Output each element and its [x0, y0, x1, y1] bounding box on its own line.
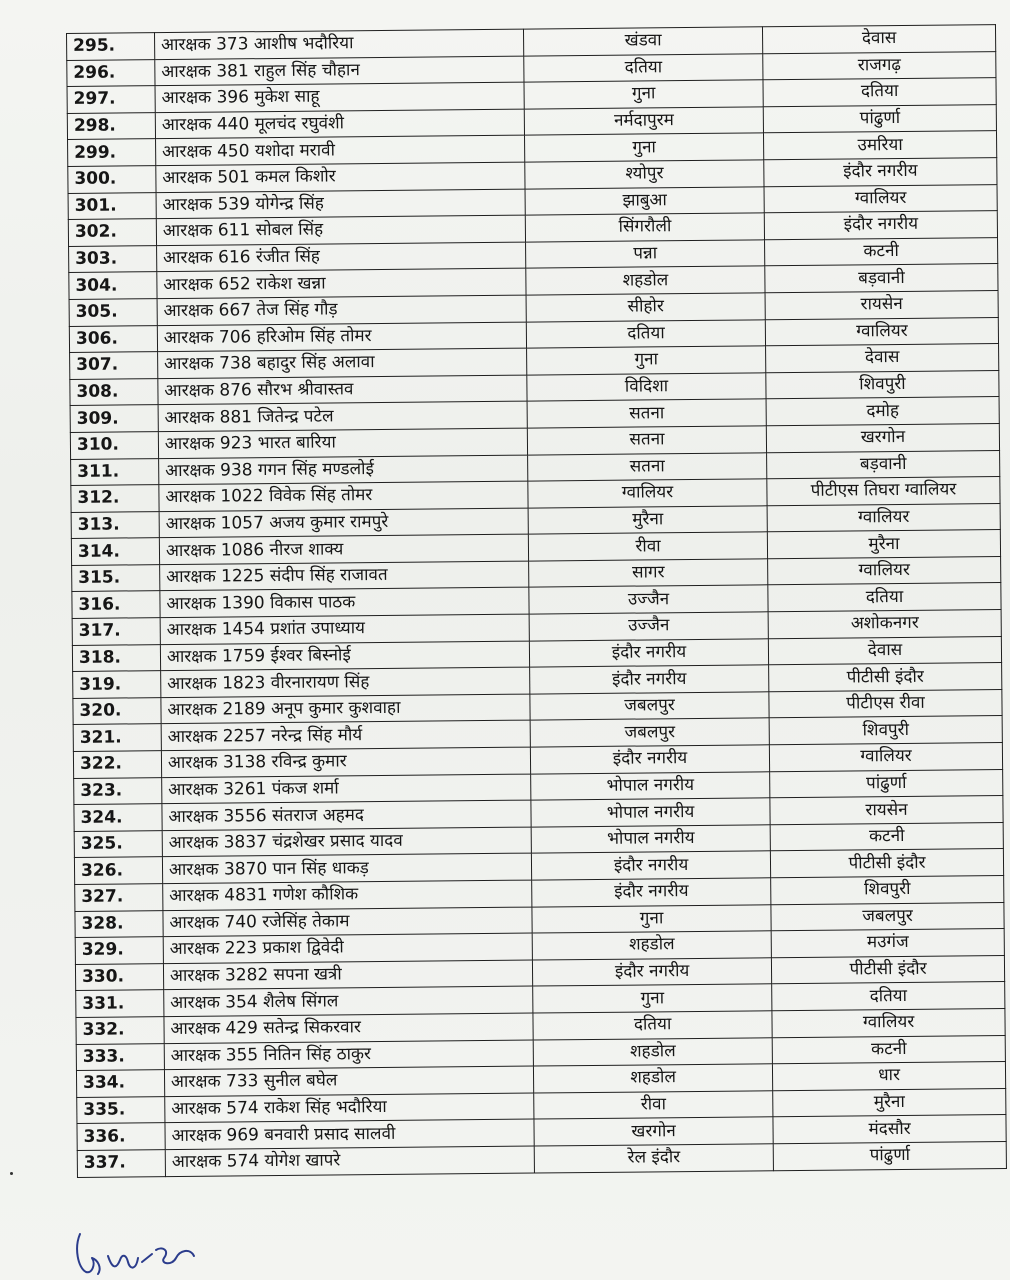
posted-to-cell: ग्वालियर	[769, 743, 1002, 772]
employee-name-cell: आरक्षक 539 योगेन्द्र सिंह	[156, 189, 525, 219]
margin-dot	[10, 1172, 13, 1175]
employee-name-cell: आरक्षक 616 रंजीत सिंह	[156, 242, 525, 272]
employee-name-cell: आरक्षक 3837 चंद्रशेखर प्रसाद यादव	[162, 827, 531, 857]
employee-name-cell: आरक्षक 738 बहादुर सिंह अलावा	[158, 348, 527, 378]
posted-to-cell: पांढुर्णा	[763, 104, 996, 133]
serial-number-cell: 298.	[67, 112, 155, 139]
serial-number-cell: 322.	[73, 751, 161, 778]
serial-number-cell: 306.	[69, 325, 157, 352]
employee-name-cell: आरक्षक 450 यशोदा मरावी	[155, 135, 524, 165]
posted-from-cell: भोपाल नगरीय	[531, 798, 770, 827]
serial-number-cell: 304.	[69, 272, 157, 299]
serial-number-cell: 335.	[77, 1096, 165, 1123]
table-body	[67, 25, 1007, 1177]
posted-from-cell: रीवा	[534, 1091, 773, 1120]
posted-to-cell: इंदौर नगरीय	[764, 158, 997, 187]
employee-name-cell: आरक्षक 881 जितेन्द्र पटेल	[158, 401, 527, 431]
posted-to-cell: ग्वालियर	[772, 1009, 1005, 1038]
posted-to-cell: पीटीसी इंदौर	[769, 663, 1002, 692]
serial-number-cell: 305.	[69, 299, 157, 326]
posted-from-cell: इंदौर नगरीय	[532, 958, 771, 987]
posted-to-cell: देवास	[763, 25, 996, 54]
posted-to-cell: पांढुर्णा	[773, 1141, 1006, 1170]
serial-number-cell: 327.	[75, 884, 163, 911]
serial-number-cell: 332.	[76, 1017, 164, 1044]
serial-number-cell: 309.	[70, 405, 158, 432]
employee-name-cell: आरक्षक 3556 संतराज अहमद	[162, 800, 531, 830]
employee-name-cell: आरक्षक 1086 नीरज शाक्य	[159, 534, 528, 564]
serial-number-cell: 324.	[74, 804, 162, 831]
posted-from-cell: जबलपुर	[530, 718, 769, 747]
employee-name-cell: आरक्षक 1759 ईश्वर बिस्नोई	[160, 641, 529, 671]
serial-number-cell: 334.	[76, 1070, 164, 1097]
posted-from-cell: इंदौर नगरीय	[532, 878, 771, 907]
posted-to-cell: ग्वालियर	[765, 317, 998, 346]
posted-from-cell: दतिया	[533, 1011, 772, 1040]
handwritten-signature	[72, 1228, 202, 1278]
posted-from-cell: दतिया	[524, 53, 763, 82]
serial-number-cell: 330.	[75, 963, 163, 990]
posted-from-cell: दतिया	[526, 319, 765, 348]
employee-name-cell: आरक्षक 429 सतेन्द्र सिकरवार	[164, 1013, 533, 1043]
employee-name-cell: आरक्षक 574 राकेश सिंह भदौरिया	[165, 1093, 534, 1123]
posted-to-cell: खरगोन	[766, 423, 999, 452]
posted-from-cell: सिंगरौली	[525, 213, 764, 242]
posted-from-cell: शहडोल	[533, 1037, 772, 1066]
posted-to-cell: कटनी	[772, 1035, 1005, 1064]
posted-to-cell: देवास	[766, 344, 999, 373]
posted-to-cell: पीटीएस तिघरा ग्वालियर	[767, 477, 1000, 506]
serial-number-cell: 326.	[74, 857, 162, 884]
employee-name-cell: आरक्षक 4831 गणेश कौशिक	[163, 880, 532, 910]
posted-to-cell: दतिया	[768, 583, 1001, 612]
posted-to-cell: पीटीसी इंदौर	[772, 955, 1005, 984]
posted-from-cell: झाबुआ	[525, 186, 764, 215]
serial-number-cell: 312.	[71, 485, 159, 512]
serial-number-cell: 337.	[77, 1150, 165, 1177]
posted-from-cell: सागर	[529, 559, 768, 588]
posted-to-cell: पांढुर्णा	[770, 769, 1003, 798]
posted-from-cell: शहडोल	[526, 266, 765, 295]
posted-to-cell: मंदसौर	[773, 1115, 1006, 1144]
posted-from-cell: खरगोन	[534, 1117, 773, 1146]
employee-name-cell: आरक्षक 733 सुनील बघेल	[164, 1066, 533, 1096]
posted-to-cell: उमरिया	[764, 131, 997, 160]
employee-name-cell: आरक्षक 2257 नरेन्द्र सिंह मौर्य	[161, 721, 530, 751]
posted-to-cell: ग्वालियर	[767, 503, 1000, 532]
serial-number-cell: 318.	[72, 644, 160, 671]
employee-name-cell: आरक्षक 740 रजेसिंह तेकाम	[163, 907, 532, 937]
employee-name-cell: आरक्षक 501 कमल किशोर	[156, 162, 525, 192]
serial-number-cell: 295.	[67, 33, 155, 60]
posted-from-cell: इंदौर नगरीय	[530, 745, 769, 774]
employee-name-cell: आरक्षक 611 सोबल सिंह	[156, 215, 525, 245]
serial-number-cell: 313.	[71, 511, 159, 538]
posted-from-cell: भोपाल नगरीय	[531, 771, 770, 800]
serial-number-cell: 325.	[74, 830, 162, 857]
serial-number-cell: 308.	[70, 378, 158, 405]
serial-number-cell: 315.	[72, 565, 160, 592]
employee-name-cell: आरक्षक 354 शैलेष सिंगल	[164, 986, 533, 1016]
posted-from-cell: इंदौर नगरीय	[529, 638, 768, 667]
posted-from-cell: खंडवा	[524, 27, 763, 56]
posted-from-cell: रेल इंदौर	[534, 1144, 773, 1173]
posted-to-cell: पीटीएस रीवा	[769, 689, 1002, 718]
posted-to-cell: मउगंज	[771, 929, 1004, 958]
posted-from-cell: सतना	[528, 452, 767, 481]
serial-number-cell: 329.	[75, 937, 163, 964]
posted-from-cell: उज्जैन	[529, 585, 768, 614]
employee-name-cell: आरक्षक 923 भारत बारिया	[158, 428, 527, 458]
posted-to-cell: शिवपुरी	[766, 370, 999, 399]
employee-name-cell: आरक्षक 3138 रविन्द्र कुमार	[161, 747, 530, 777]
employee-name-cell: आरक्षक 2189 अनूप कुमार कुशवाहा	[161, 694, 530, 724]
posted-to-cell: ग्वालियर	[764, 184, 997, 213]
employee-name-cell: आरक्षक 706 हरिओम सिंह तोमर	[157, 322, 526, 352]
serial-number-cell: 301.	[68, 192, 156, 219]
employee-name-cell: आरक्षक 1022 विवेक सिंह तोमर	[159, 481, 528, 511]
employee-name-cell: आरक्षक 876 सौरभ श्रीवास्तव	[158, 375, 527, 405]
serial-number-cell: 300.	[68, 166, 156, 193]
posted-to-cell: अशोकनगर	[768, 610, 1001, 639]
posted-to-cell: शिवपुरी	[769, 716, 1002, 745]
serial-number-cell: 319.	[73, 671, 161, 698]
posted-to-cell: कटनी	[770, 822, 1003, 851]
employee-name-cell: आरक्षक 396 मुकेश साहू	[155, 82, 524, 112]
posted-from-cell: नर्मदापुरम	[524, 107, 763, 136]
employee-name-cell: आरक्षक 1057 अजय कुमार रामपुरे	[159, 508, 528, 538]
transfer-list-table	[66, 24, 1007, 1177]
employee-name-cell: आरक्षक 667 तेज सिंह गौड़	[157, 295, 526, 325]
employee-name-cell: आरक्षक 3261 पंकज शर्मा	[162, 774, 531, 804]
posted-to-cell: दतिया	[772, 982, 1005, 1011]
posted-from-cell: शहडोल	[532, 931, 771, 960]
posted-to-cell: देवास	[768, 636, 1001, 665]
posted-to-cell: रायसेन	[770, 796, 1003, 825]
serial-number-cell: 302.	[68, 219, 156, 246]
serial-number-cell: 314.	[71, 538, 159, 565]
posted-from-cell: भोपाल नगरीय	[531, 825, 770, 854]
posted-from-cell: सतना	[527, 399, 766, 428]
posted-from-cell: गुना	[533, 984, 772, 1013]
posted-from-cell: शहडोल	[533, 1064, 772, 1093]
employee-name-cell: आरक्षक 938 गगन सिंह मण्डलोई	[159, 455, 528, 485]
employee-name-cell: आरक्षक 652 राकेश खन्ना	[157, 268, 526, 298]
posted-to-cell: धार	[773, 1062, 1006, 1091]
serial-number-cell: 310.	[70, 432, 158, 459]
posted-from-cell: रीवा	[528, 532, 767, 561]
employee-name-cell: आरक्षक 1454 प्रशांत उपाध्याय	[160, 614, 529, 644]
posted-from-cell: गुना	[524, 80, 763, 109]
serial-number-cell: 331.	[76, 990, 164, 1017]
employee-name-cell: आरक्षक 1225 संदीप सिंह राजावत	[160, 561, 529, 591]
serial-number-cell: 333.	[76, 1043, 164, 1070]
posted-from-cell: गुना	[527, 346, 766, 375]
posted-to-cell: इंदौर नगरीय	[764, 211, 997, 240]
posted-to-cell: ग्वालियर	[768, 556, 1001, 585]
posted-from-cell: जबलपुर	[530, 692, 769, 721]
posted-to-cell: दमोह	[766, 397, 999, 426]
employee-name-cell: आरक्षक 440 मूलचंद रघुवंशी	[155, 109, 524, 139]
posted-to-cell: राजगढ़	[763, 51, 996, 80]
employee-name-cell: आरक्षक 223 प्रकाश द्विवेदी	[163, 933, 532, 963]
serial-number-cell: 296.	[67, 59, 155, 86]
employee-name-cell: आरक्षक 574 योगेश खापरे	[165, 1146, 534, 1176]
employee-name-cell: आरक्षक 1823 वीरनारायण सिंह	[161, 667, 530, 697]
serial-number-cell: 307.	[70, 352, 158, 379]
posted-to-cell: रायसेन	[765, 291, 998, 320]
serial-number-cell: 323.	[74, 777, 162, 804]
serial-number-cell: 303.	[69, 245, 157, 272]
posted-to-cell: बड़वानी	[765, 264, 998, 293]
posted-from-cell: श्योपुर	[525, 160, 764, 189]
posted-from-cell: इंदौर नगरीय	[530, 665, 769, 694]
serial-number-cell: 311.	[71, 458, 159, 485]
posted-from-cell: गुना	[532, 904, 771, 933]
serial-number-cell: 320.	[73, 697, 161, 724]
posted-from-cell: पन्ना	[526, 240, 765, 269]
employee-name-cell: आरक्षक 1390 विकास पाठक	[160, 588, 529, 618]
posted-from-cell: मुरैना	[528, 505, 767, 534]
posted-to-cell: शिवपुरी	[771, 876, 1004, 905]
posted-from-cell: उज्जैन	[529, 612, 768, 641]
posted-to-cell: मुरैना	[767, 530, 1000, 559]
posted-from-cell: सीहोर	[526, 293, 765, 322]
serial-number-cell: 321.	[73, 724, 161, 751]
serial-number-cell: 297.	[67, 86, 155, 113]
serial-number-cell: 336.	[77, 1123, 165, 1150]
posted-to-cell: बड़वानी	[767, 450, 1000, 479]
employee-name-cell: आरक्षक 969 बनवारी प्रसाद सालवी	[165, 1119, 534, 1149]
serial-number-cell: 317.	[72, 618, 160, 645]
posted-to-cell: मुरैना	[773, 1088, 1006, 1117]
employee-name-cell: आरक्षक 381 राहुल सिंह चौहान	[155, 56, 524, 86]
employee-name-cell: आरक्षक 373 आशीष भदौरिया	[154, 29, 523, 59]
serial-number-cell: 328.	[75, 910, 163, 937]
serial-number-cell: 316.	[72, 591, 160, 618]
employee-name-cell: आरक्षक 355 नितिन सिंह ठाकुर	[164, 1040, 533, 1070]
posted-to-cell: दतिया	[763, 78, 996, 107]
posted-from-cell: ग्वालियर	[528, 479, 767, 508]
posted-from-cell: विदिशा	[527, 373, 766, 402]
employee-name-cell: आरक्षक 3282 सपना खत्री	[163, 960, 532, 990]
employee-name-cell: आरक्षक 3870 पान सिंह धाकड़	[162, 853, 531, 883]
serial-number-cell: 299.	[68, 139, 156, 166]
posted-to-cell: कटनी	[765, 237, 998, 266]
posted-to-cell: जबलपुर	[771, 902, 1004, 931]
posted-from-cell: गुना	[525, 133, 764, 162]
posted-from-cell: इंदौर नगरीय	[531, 851, 770, 880]
posted-to-cell: पीटीसी इंदौर	[770, 849, 1003, 878]
posted-from-cell: सतना	[527, 426, 766, 455]
